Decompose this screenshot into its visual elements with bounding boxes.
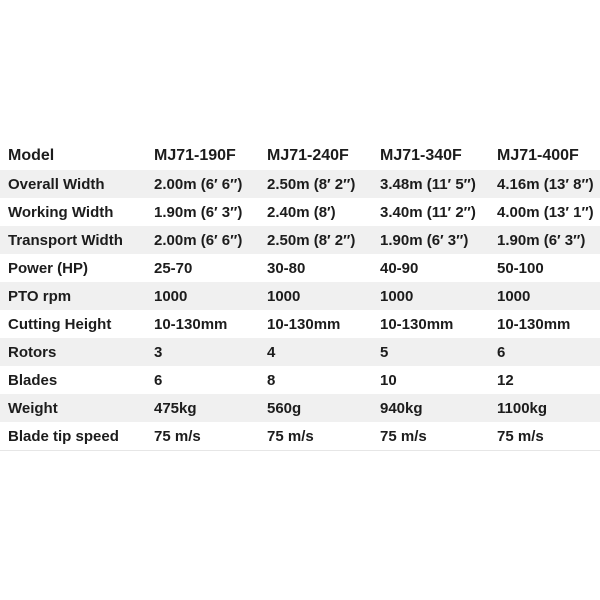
row-label: Overall Width [0,170,146,198]
table-row [0,394,600,422]
table-row [0,254,600,282]
table-cell: 1000 [146,282,259,310]
table-cell: 10-130mm [489,310,600,338]
row-label: Weight [0,394,146,422]
table-cell: 4.00m (13′ 1″) [489,198,600,226]
table-row [0,170,600,198]
table-cell: 1000 [372,282,489,310]
table-cell: 2.00m (6′ 6″) [146,226,259,254]
table-cell: 30-80 [259,254,372,282]
table-cell: 50-100 [489,254,600,282]
table-cell: 10-130mm [146,310,259,338]
table-cell: 10-130mm [259,310,372,338]
table-cell: 75 m/s [146,422,259,451]
table-cell: 1100kg [489,394,600,422]
table-row [0,338,600,366]
table-cell: 1.90m (6′ 3″) [372,226,489,254]
table-cell: 3 [146,338,259,366]
table-cell: 6 [146,366,259,394]
table-cell: 2.50m (8′ 2″) [259,226,372,254]
table-cell: 40-90 [372,254,489,282]
header-cell-model: MJ71-340F [372,142,489,170]
row-label: Blade tip speed [0,422,146,451]
row-label: Rotors [0,338,146,366]
table-cell: 6 [489,338,600,366]
table-cell: 1000 [489,282,600,310]
table-cell: 3.40m (11′ 2″) [372,198,489,226]
row-label: Cutting Height [0,310,146,338]
header-cell-model: MJ71-240F [259,142,372,170]
table-header-row [0,142,600,170]
header-cell-model: MJ71-190F [146,142,259,170]
table-cell: 5 [372,338,489,366]
table-cell: 12 [489,366,600,394]
table-cell: 4 [259,338,372,366]
table-cell: 2.50m (8′ 2″) [259,170,372,198]
table-cell: 1.90m (6′ 3″) [489,226,600,254]
table-cell: 1000 [259,282,372,310]
row-label: Blades [0,366,146,394]
table-row [0,282,600,310]
row-label: Transport Width [0,226,146,254]
table-row [0,198,600,226]
table-cell: 8 [259,366,372,394]
table-row [0,366,600,394]
table-cell: 475kg [146,394,259,422]
specifications-table [0,142,600,451]
table-cell: 75 m/s [489,422,600,451]
table-cell: 940kg [372,394,489,422]
row-label: PTO rpm [0,282,146,310]
table-cell: 10 [372,366,489,394]
table-row [0,226,600,254]
table-cell: 10-130mm [372,310,489,338]
table-cell: 4.16m (13′ 8″) [489,170,600,198]
row-label: Power (HP) [0,254,146,282]
table-cell: 560g [259,394,372,422]
table-row [0,310,600,338]
table-cell: 75 m/s [259,422,372,451]
table-cell: 2.40m (8′) [259,198,372,226]
header-cell-label: Model [0,142,146,170]
table-cell: 3.48m (11′ 5″) [372,170,489,198]
table-cell: 75 m/s [372,422,489,451]
header-cell-model: MJ71-400F [489,142,600,170]
table-cell: 2.00m (6′ 6″) [146,170,259,198]
row-label: Working Width [0,198,146,226]
table-cell: 1.90m (6′ 3″) [146,198,259,226]
table-cell: 25-70 [146,254,259,282]
table-row [0,422,600,451]
